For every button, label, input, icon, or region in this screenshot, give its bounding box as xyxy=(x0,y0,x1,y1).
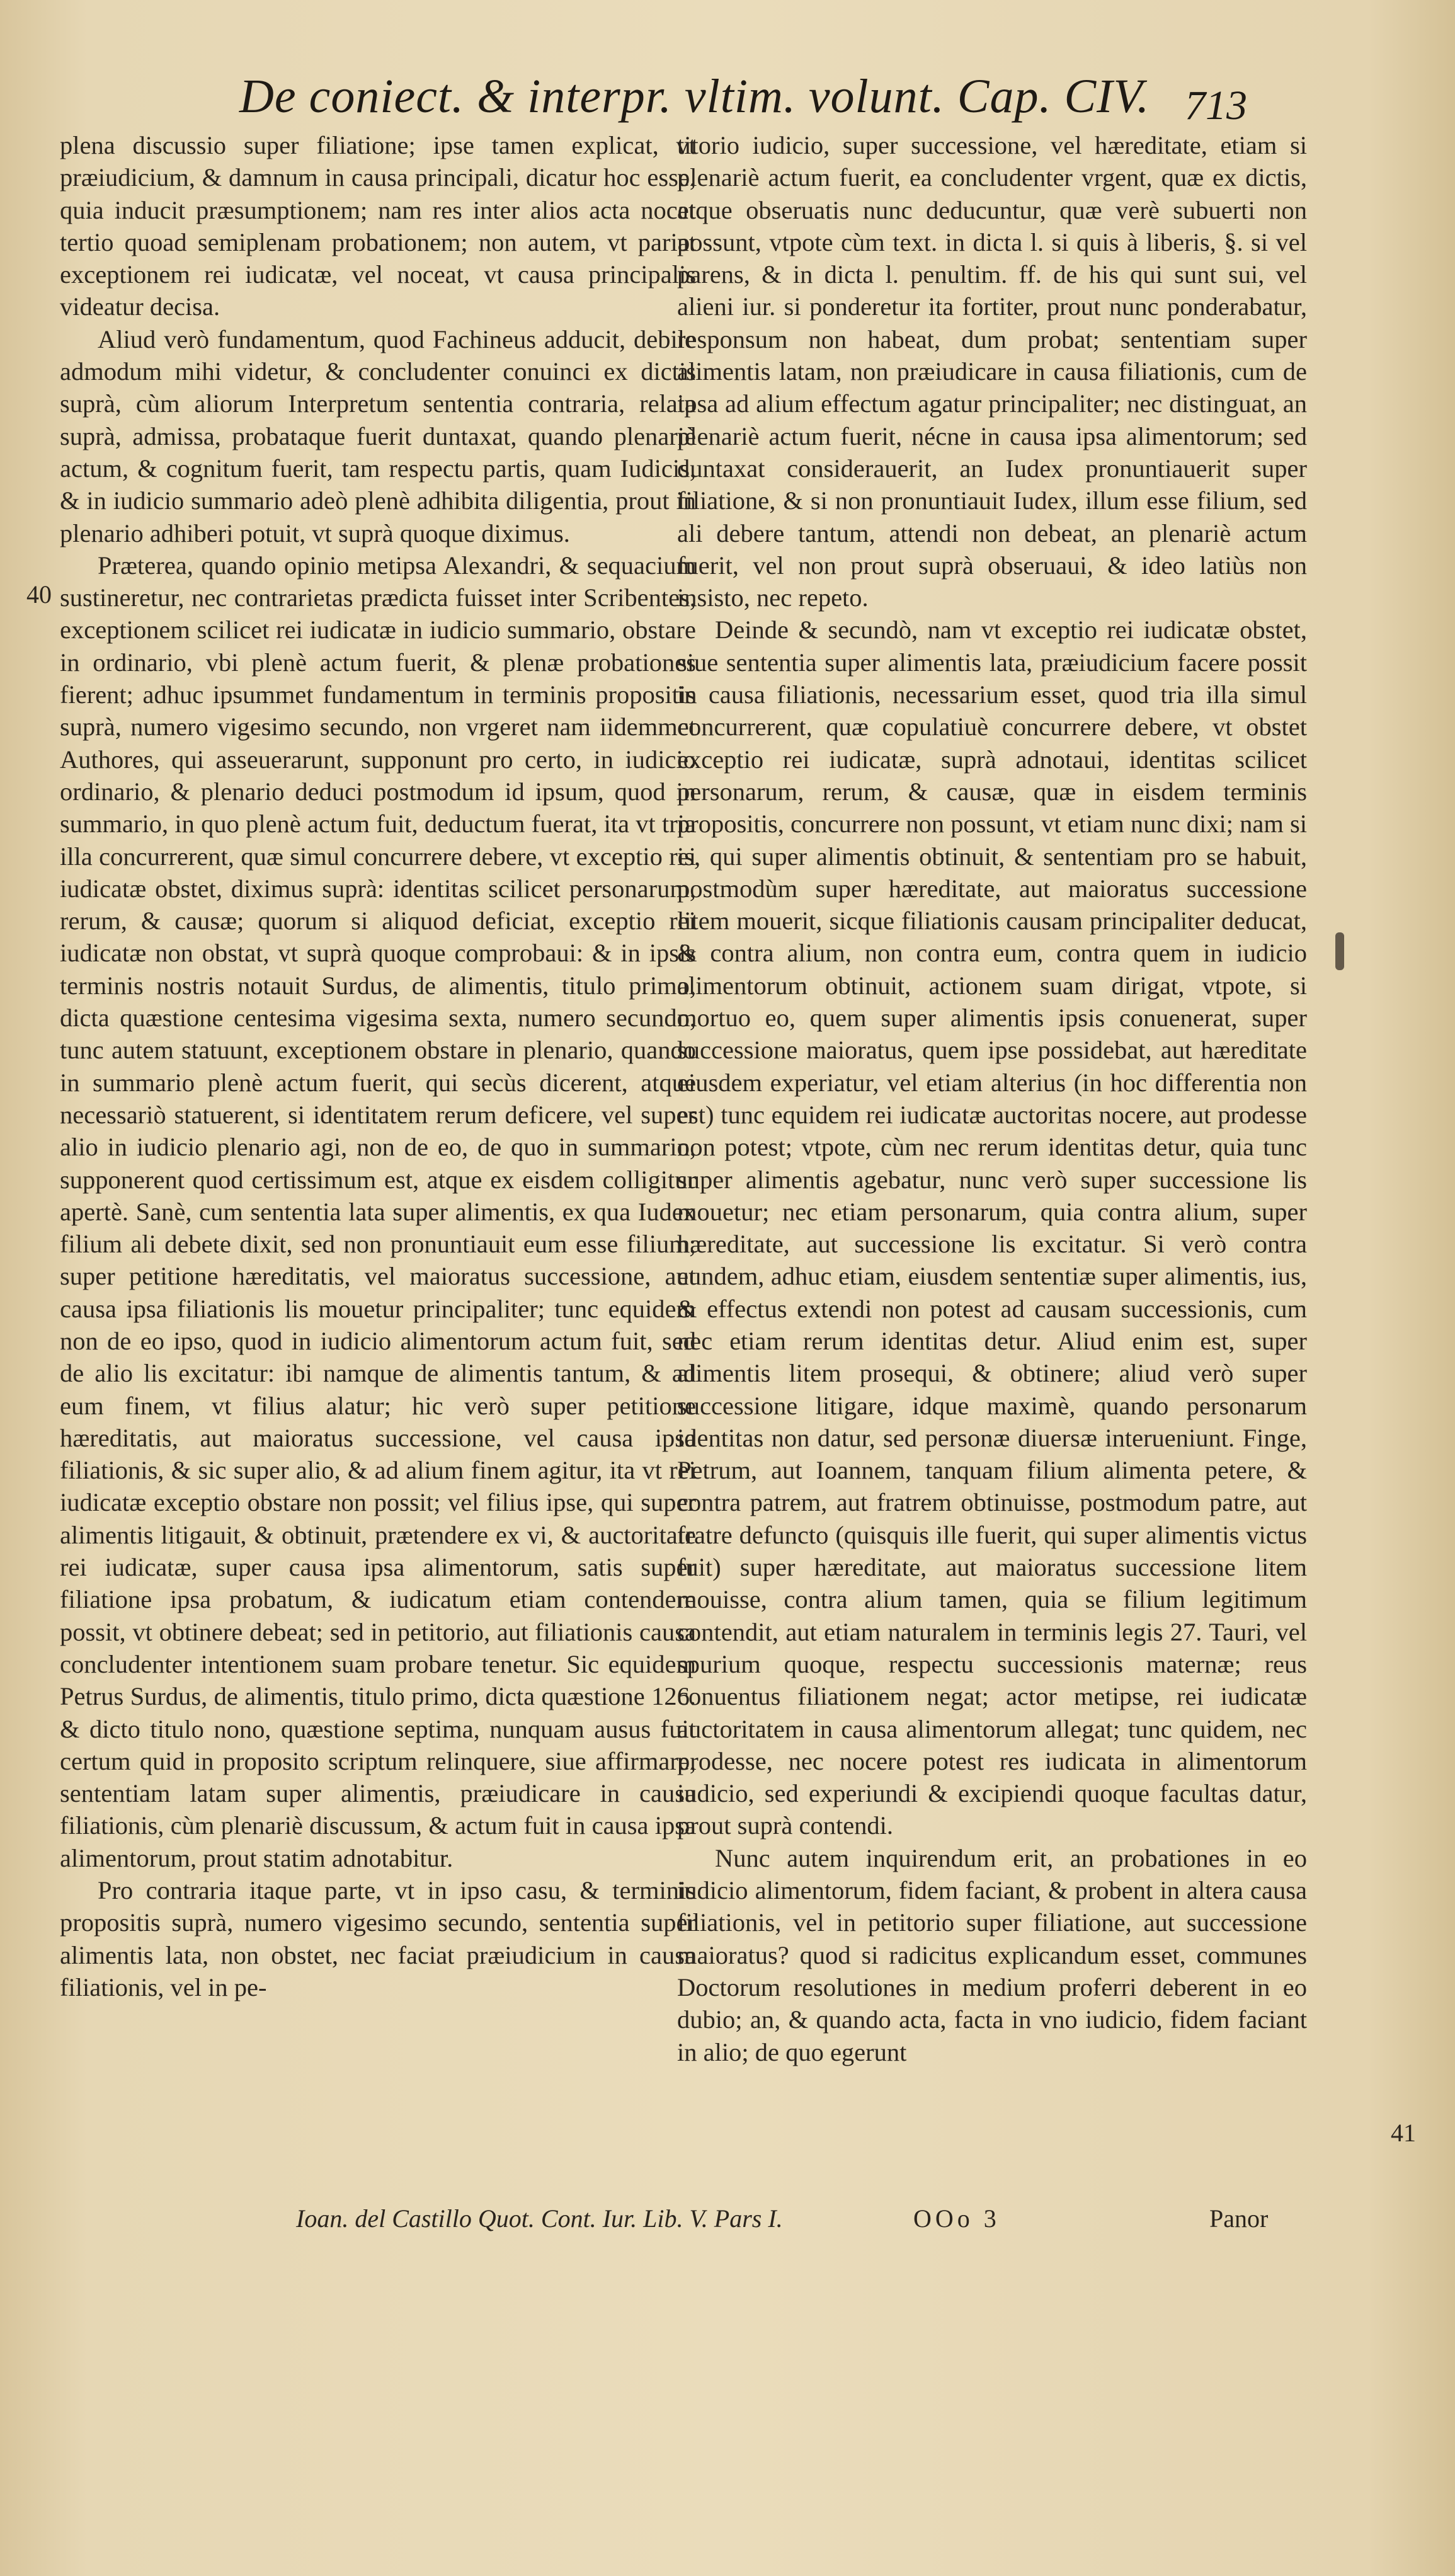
page-footer xyxy=(0,2204,1455,2248)
paragraph: Deinde & secundò, nam vt exceptio rei iudicatæ obstet, siue sententia super alimentis lata, præiudicium facere possit in causa filiationis, necessarium esset, quod tria illa simul concurrerent, quæ copulatiuè concurrere debere, vt obstet exceptio rei iudicatæ, suprà adnotaui, identitas scilicet personarum, rerum, & causæ, quæ in eisdem terminis propositis, concurrere non possunt, vt etiam nunc dixi; nam si is, qui super alimentis obtinuit, & sententiam pro se habuit, postmodùm super hæreditate, aut maioratus successione litem mouerit, sicque filiationis causam principaliter deducat, & contra alium, non contra eum, contra quem in iudicio alimentorum obtinuit, actionem suam dirigat, vtpote, si mortuo eo, quem super alimentis ipsis conuenerat, super successione maioratus, quem ipse possidebat, aut hæreditate eiusdem experiatur, vel etiam alterius (in hoc differentia non est) tunc equidem rei iudicatæ auctoritas nocere, aut prodesse non potest; vtpote, cùm nec rerum identitas detur, quia tunc super alimentis agebatur, nunc verò super successione lis mouetur; nec etiam personarum, quia contra alium, super hæreditate, aut successione lis excitatur. Si verò contra eundem, adhuc etiam, eiusdem sententiæ super alimentis, ius, & effectus extendi non potest ad causam successionis, cum nec etiam rerum identitas detur. Aliud enim est, super alimentis litem prosequi, & obtinere; aliud verò super successione litigare, idque maximè, quando personarum identitas non datur, sed personæ diuersæ interueniunt. Finge, Petrum, aut Ioannem, tanquam filium alimenta petere, & contra patrem, aut fratrem obtinuisse, postmodum patre, aut fratre defuncto (quisquis ille fuerit, qui super alimentis victus fuit) super hæreditate, aut maioratus successione litem mouisse, contra alium tamen, quia se filium legitimum contendit, aut etiam naturalem in terminis legis 27. Tauri, vel spurium quoque, respectu successionis maternæ; reus conuentus filiationem negat; actor metipse, rei iudicatæ auctoritatem in causa alimentorum allegat; tunc quidem, nec prodesse, nec nocere potest res iudicata in alimentorum iudicio, sed experiundi & excipiendi quoque facultas datur, prout suprà contendi. xyxy=(677,615,1307,1840)
margin-number-right: 41 xyxy=(1391,2119,1416,2147)
ink-stain xyxy=(1335,932,1344,970)
footer-citation: Ioan. del Castillo Quot. Cont. Iur. Lib. V. Pars I. xyxy=(296,2204,783,2233)
paragraph: Nunc autem inquirendum erit, an probationes in eo iudicio alimentorum, fidem faciant, & probent in altera causa filiationis, vel in petitorio super filiatione, aut successione maioratus? quod si radicitus explicandum esset, communes Doctorum resolutiones in medium proferri deberent in eo dubio; an, & quando acta, facta in vno iudicio, fidem faciant in alio; de quo egerunt xyxy=(677,1843,1307,2066)
signature-mark: OOo 3 xyxy=(913,2204,1000,2233)
page-number: 713 xyxy=(1185,83,1247,129)
paragraph: plena discussio super filiatione; ipse tamen explicat, vt præiudicium, & damnum in causa principali, dicatur hoc esse, quia inducit præsumptionem; nam res inter alios acta nocet tertio quoad semiplenam probationem; non autem, vt pariat exceptionem rei iudicatæ, vel noceat, vt causa principalis videatur decisa. xyxy=(60,131,696,321)
margin-number-left: 40 xyxy=(26,580,52,609)
paragraph: titorio iudicio, super successione, vel hæreditate, etiam si plenariè actum fuerit, ea concludenter vrgent, quæ ex dictis, atque obseruatis nunc deducuntur, quæ verè subuerti non possunt, vtpote cùm text. in dicta l. si quis à liberis, §. si vel parens, & in dicta l. penultim. ff. de his qui sunt sui, vel alieni iur. si ponderetur ita fortiter, prout nunc ponderabatur, responsum non habeat, dum probat; sententiam super alimentis latam, non præiudicare in causa filiationis, cum de ipsa ad alium effectum agatur principaliter; nec distinguat, an plenariè actum fuerit, nécne in causa ipsa alimentorum; sed duntaxat considerauerit, an Iudex pronuntiauerit super filiatione, & si non pronuntiauit Iudex, illum esse filium, sed ali debere tantum, attendi non debeat, an plenariè actum fuerit, vel non prout suprà obseruaui, & ideo latiùs non insisto, nec repeto. xyxy=(677,131,1307,612)
paragraph: Pro contraria itaque parte, vt in ipso casu, & terminis propositis suprà, numero vigesimo secundo, sententia super alimentis lata, non obstet, nec faciat præiudicium in causa filiationis, vel in pe- xyxy=(60,1876,696,2001)
right-column xyxy=(677,129,1307,2068)
paragraph: Aliud verò fundamentum, quod Fachineus adducit, debile admodum mihi videtur, & concludenter conuinci ex dictis suprà, cùm aliorum Interpretum sententia contraria, relata suprà, admissa, probataque fuerit duntaxat, quando plenariè actum, & cognitum fuerit, tam respectu partis, quam Iudicis, & in iudicio summario adeò plenè adhibita diligentia, prout in plenario adhiberi potuit, vt suprà quoque diximus. xyxy=(60,324,696,547)
running-header xyxy=(189,63,1247,132)
catchword: Panor xyxy=(1209,2204,1269,2233)
running-title: De coniect. & interpr. vltim. volunt. Cap. CIV. xyxy=(239,70,1150,123)
left-column xyxy=(60,129,696,2003)
paragraph: Præterea, quando opinio metipsa Alexandri, & sequacium sustineretur, nec contrarietas prædicta fuisset inter Scribentes, exceptionem scilicet rei iudicatæ in iudicio summario, obstare in ordinario, vbi plenè actum fuerit, & plenæ probationes fierent; adhuc ipsummet fundamentum in terminis propositis suprà, numero vigesimo secundo, non vrgeret nam iidemmet Authores, qui asseuerarunt, supponunt pro certo, in iudicio ordinario, & plenario deduci postmodum id ipsum, quod in summario, in quo plenè actum fuit, deductum fuerat, ita vt tria illa concurrerent, quæ simul concurrere debere, vt exceptio rei iudicatæ obstet, diximus suprà: identitas scilicet personarum, rerum, & causæ; quorum si aliquod deficiat, exceptio rei iudicatæ non obstat, vt suprà quoque comprobaui: & in ipsis terminis nostris notauit Surdus, de alimentis, titulo primo, dicta quæstione centesima vigesima sexta, numero secundo, tunc autem statuunt, exceptionem obstare in plenario, quando in summario plenè actum fuerit, qui secùs dicerent, atque necessariò statuerent, si identitatem rerum deficere, vel super alio in iudicio plenario agi, non de eo, de quo in summario, supponerent quod certissimum est, atque ex eisdem colligitur apertè. Sanè, cum sententia lata super alimentis, ex qua Iudex filium ali debete dixit, sed non pronuntiauit eum esse filium; super petitione hæreditatis, vel maioratus successione, aut causa ipsa filiationis lis mouetur principaliter; tunc equidem non de eo ipso, quod in iudicio alimentorum actum fuit, sed de alio lis excitatur: ibi namque de alimentis tantum, & ad eum finem, vt filius alatur; hic verò super petitione hæreditatis, aut maioratus successione, vel causa ipsa filiationis, & sic super alio, & ad alium finem agitur, ita vt rei iudicatæ exceptio obstare non possit; vel filius ipse, qui super alimentis litigauit, & obtinuit, prætendere ex vi, & auctoritate rei iudicatæ, super causa ipsa alimentorum, satis super filiatione ipsa probatum, & iudicatum etiam contendere possit, vt obtinere debeat; sed in petitorio, aut filiationis causa concludenter intentionem suam probare tenetur. Sic equidem Petrus Surdus, de alimentis, titulo primo, dicta quæstione 126. & dicto titulo nono, quæstione septima, nunquam ausus fuit certum quid in proposito scriptum relinquere, siue affirmare, sententiam latam super alimentis, præiudicare in causa filiationis, cùm plenariè discussum, & actum fuit in causa ipsa alimentorum, prout statim adnotabitur. xyxy=(60,551,696,1872)
